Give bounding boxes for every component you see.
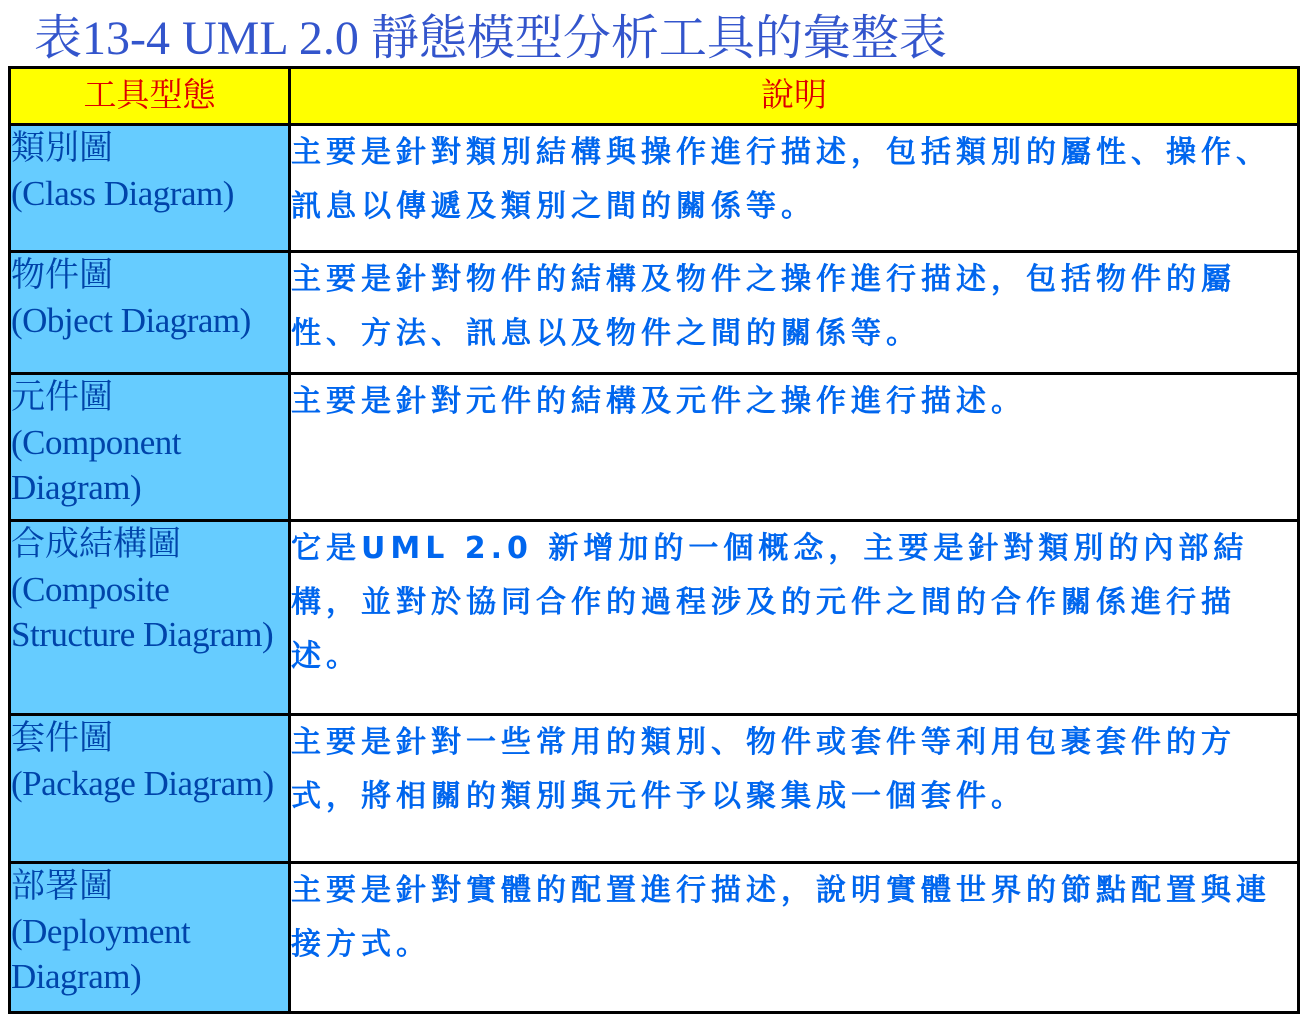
tool-name-zh: 套件圖 xyxy=(11,718,113,758)
tool-name-en: (Object Diagram) xyxy=(11,301,251,340)
table-row xyxy=(10,252,1299,374)
tool-name-zh: 類別圖 xyxy=(11,128,113,168)
tool-name-en: (Deployment Diagram) xyxy=(11,912,191,996)
tool-description: 主要是針對元件的結構及元件之操作進行描述。 xyxy=(290,374,1299,521)
page-title: 表13-4 UML 2.0 靜態模型分析工具的彙整表 xyxy=(34,12,947,65)
tool-name-zh: 物件圖 xyxy=(11,255,113,295)
tool-name-en: (Package Diagram) xyxy=(11,764,274,803)
tool-type-cell xyxy=(10,521,290,715)
tool-type-cell xyxy=(10,715,290,863)
tool-type-cell xyxy=(10,863,290,1013)
header-description: 說明 xyxy=(290,68,1299,125)
table-row xyxy=(10,125,1299,252)
tool-type-cell xyxy=(10,374,290,521)
tool-type-cell xyxy=(10,252,290,374)
tool-description: 主要是針對實體的配置進行描述，說明實體世界的節點配置與連接方式。 xyxy=(290,863,1299,1013)
tool-description: 主要是針對類別結構與操作進行描述，包括類別的屬性、操作、訊息以傳遞及類別之間的關係等。 xyxy=(290,125,1299,252)
table-header-row xyxy=(10,68,1299,125)
tool-name-zh: 部署圖 xyxy=(11,866,113,906)
tool-description: 主要是針對物件的結構及物件之操作進行描述，包括物件的屬性、方法、訊息以及物件之間的關係等。 xyxy=(290,252,1299,374)
tool-type-cell xyxy=(10,125,290,252)
tool-name-zh: 元件圖 xyxy=(11,377,113,417)
header-tool-type: 工具型態 xyxy=(10,68,290,125)
uml-tools-table xyxy=(8,66,1300,1014)
tool-name-en: (Composite Structure Diagram) xyxy=(11,570,274,654)
tool-description: 它是UML 2.0 新增加的一個概念，主要是針對類別的內部結構，並對於協同合作的過程涉及的元件之間的合作關係進行描述。 xyxy=(290,521,1299,715)
tool-name-en: (Class Diagram) xyxy=(11,174,234,213)
tool-name-en: (Component Diagram) xyxy=(11,423,181,507)
tool-description: 主要是針對一些常用的類別、物件或套件等利用包裹套件的方式，將相關的類別與元件予以聚集成一個套件。 xyxy=(290,715,1299,863)
table-row xyxy=(10,863,1299,1013)
table-row xyxy=(10,521,1299,715)
tool-name-zh: 合成結構圖 xyxy=(11,524,181,564)
table-row xyxy=(10,715,1299,863)
table-row xyxy=(10,374,1299,521)
